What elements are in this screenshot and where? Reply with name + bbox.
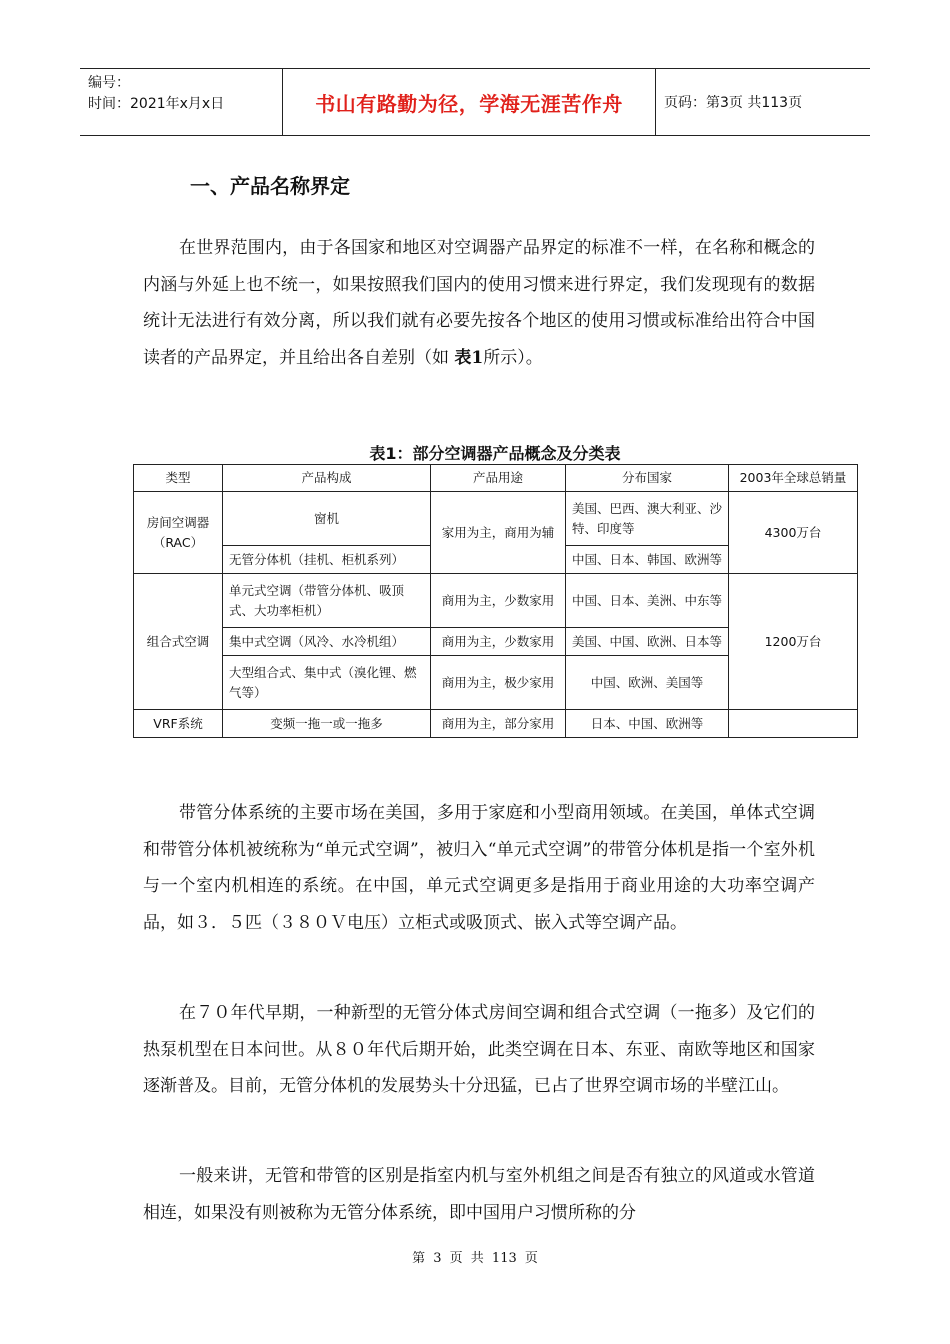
product-classification-table [133, 464, 858, 738]
paragraph-intro-tail: 所示）。 [483, 347, 543, 368]
table-header-row [134, 465, 858, 492]
sales-cell: 1200万台 [729, 574, 858, 710]
paragraph-difference: 一般来讲，无管和带管的区别是指室内机与室外机组之间是否有独立的风道或水管道相连，如果没有则被称为无管分体系统，即中国用户习惯所称的分 [143, 1166, 815, 1223]
countries-cell: 中国、日本、美洲、中东等 [566, 574, 729, 628]
paragraph-intro-text: 在世界范围内，由于各国家和地区对空调器产品界定的标准不一样，在名称和概念的内涵与外延上也不统一，如果按照我们国内的使用习惯来进行界定，我们发现现有的数据统计无法进行有效分离，所以我们就有必要先按各个地区的使用习惯或标准给出符合中国读者的产品界定，并且给出各自差别（如 [143, 238, 815, 368]
countries-cell: 中国、日本、韩国、欧洲等 [566, 546, 729, 574]
header-cell: 2003年全球总销量 [729, 465, 858, 492]
paragraph-ducted-split: 带管分体系统的主要市场在美国，多用于家庭和小型商用领域。在美国，单体式空调和带管分体机被统称为“单元式空调”，被归入“单元式空调”的带管分体机是指一个室外机与一个室内机相连的系统。在中国，单元式空调更多是指用于商业用途的大功率空调产品，如３．５匹（３８０Ｖ电压）立柜式或吸顶式、嵌入式等空调产品。 [143, 803, 815, 933]
composition-cell: 无管分体机（挂机、柜机系列） [223, 546, 431, 574]
usage-cell: 商用为主，极少家用 [431, 656, 566, 710]
header-cell: 类型 [134, 465, 223, 492]
header-cell: 产品构成 [223, 465, 431, 492]
usage-cell: 家用为主，商用为辅 [431, 492, 566, 574]
page-header [80, 68, 870, 136]
countries-cell: 中国、欧洲、美国等 [566, 656, 729, 710]
page-footer: 第 3 页 共 113 页 [412, 1251, 538, 1266]
table-row [134, 492, 858, 546]
header-cell: 分布国家 [566, 465, 729, 492]
type-cell: VRF系统 [134, 710, 223, 738]
header-meta [80, 69, 282, 135]
composition-cell: 变频一拖一或一拖多 [223, 710, 431, 738]
paragraph-intro [143, 230, 815, 376]
countries-cell: 日本、中国、欧洲等 [566, 710, 729, 738]
table-row [134, 710, 858, 738]
composition-cell: 大型组合式、集中式（溴化锂、燃气等） [223, 656, 431, 710]
countries-cell: 美国、巴西、澳大利亚、沙特、印度等 [566, 492, 729, 546]
usage-cell: 商用为主，少数家用 [431, 574, 566, 628]
header-motto: 书山有路勤为径，学海无涯苦作舟 [282, 69, 656, 135]
usage-cell: 商用为主，部分家用 [431, 710, 566, 738]
composition-cell: 窗机 [223, 492, 431, 546]
table-caption: 表1：部分空调器产品概念及分类表 [369, 444, 621, 463]
header-page-info: 页码：第3页 共113页 [664, 95, 803, 111]
section-title: 一、产品名称界定 [190, 174, 350, 198]
composition-cell: 集中式空调（风冷、水冷机组） [223, 628, 431, 656]
header-number: 编号： [88, 75, 130, 91]
type-cell: 组合式空调 [134, 574, 223, 710]
paragraph-ductless-history: 在７０年代早期，一种新型的无管分体式房间空调和组合式空调（一拖多）及它们的热泵机型在日本问世。从８０年代后期开始，此类空调在日本、东亚、南欧等地区和国家逐渐普及。目前，无管分体机的发展势头十分迅猛，已占了世界空调市场的半壁江山。 [143, 1003, 815, 1096]
table-row [134, 574, 858, 628]
sales-cell: 4300万台 [729, 492, 858, 574]
header-cell: 产品用途 [431, 465, 566, 492]
type-cell: 房间空调器（RAC） [134, 492, 223, 574]
composition-cell: 单元式空调（带管分体机、吸顶式、大功率柜机） [223, 574, 431, 628]
usage-cell: 商用为主，少数家用 [431, 628, 566, 656]
empty-cell [729, 710, 858, 738]
header-time: 时间：2021年x月x日 [88, 96, 225, 112]
countries-cell: 美国、中国、欧洲、日本等 [566, 628, 729, 656]
table-reference: 表1 [454, 347, 484, 368]
